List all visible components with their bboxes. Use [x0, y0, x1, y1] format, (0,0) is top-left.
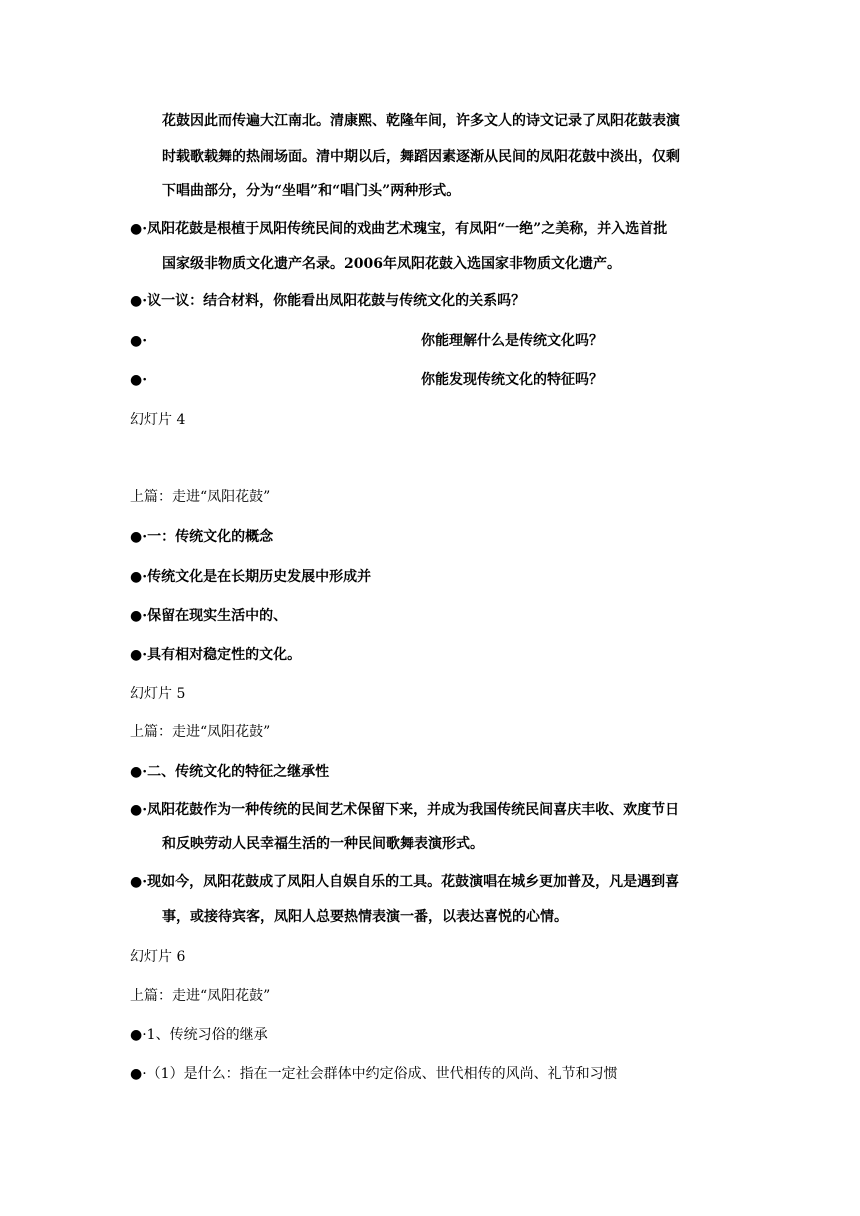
- bullet-text: 1、传统习俗的继承: [146, 1027, 268, 1043]
- bullet-icon: ●·: [130, 1066, 147, 1082]
- bullet-item: [130, 606, 287, 626]
- slide-heading: 上篇：走进“凤阳花鼓”: [130, 988, 271, 1004]
- bullet-text: 保留在现实生活中的、: [147, 608, 288, 624]
- bullet-icon: ●·: [130, 874, 148, 890]
- bullet-icon: ●·: [130, 221, 148, 237]
- bullet-item: [130, 872, 679, 892]
- bullet-item: [130, 331, 147, 351]
- bullet-icon: ●·: [130, 764, 148, 780]
- bullet-continuation: 国家级非物质文化遗产名录。2006年凤阳花鼓入选国家非物质文化遗产。: [162, 256, 621, 272]
- bullet-icon: ●·: [130, 647, 148, 663]
- bullet-item: [130, 219, 667, 239]
- bullet-item: [130, 370, 147, 390]
- bullet-item: [130, 645, 301, 665]
- bullet-icon: ●·: [130, 1027, 147, 1043]
- bullet-continuation: 和反映劳动人民幸福生活的一种民间歌舞表演形式。: [162, 836, 484, 852]
- bullet-item: [130, 762, 329, 782]
- paragraph-line: 下唱曲部分，分为“坐唱”和“唱门头”两种形式。: [162, 183, 461, 199]
- bullet-text: 你能理解什么是传统文化吗？: [421, 333, 603, 349]
- bullet-icon: ●·: [130, 608, 148, 624]
- bullet-item: [130, 527, 273, 547]
- slide-label: 幻灯片 4: [130, 412, 186, 428]
- bullet-icon: ●·: [130, 372, 148, 388]
- slide-heading: 上篇：走进“凤阳花鼓”: [130, 724, 271, 740]
- bullet-text: 凤阳花鼓作为一种传统的民间艺术保留下来，并成为我国传统民间喜庆丰收、欢度节日: [147, 802, 680, 818]
- bullet-text: （1）是什么：指在一定社会群体中约定俗成、世代相传的风尚、礼节和习惯: [146, 1066, 618, 1082]
- slide-label: 幻灯片 6: [130, 949, 186, 965]
- bullet-text: 现如今，凤阳花鼓成了凤阳人自娱自乐的工具。花鼓演唱在城乡更加普及，凡是遇到喜: [147, 874, 680, 890]
- paragraph-line: 时载歌载舞的热闹场面。清中期以后，舞蹈因素逐渐从民间的凤阳花鼓中淡出，仅剩: [162, 149, 680, 165]
- bullet-text: 凤阳花鼓是根植于凤阳传统民间的戏曲艺术瑰宝，有凤阳“一绝”之美称，并入选首批: [147, 221, 668, 237]
- bullet-item: [130, 567, 371, 587]
- paragraph-line: 花鼓因此而传遍大江南北。清康熙、乾隆年间，许多文人的诗文记录了凤阳花鼓表演: [162, 113, 680, 129]
- bullet-icon: ●·: [130, 569, 148, 585]
- bullet-text: 议一议：结合材料，你能看出凤阳花鼓与传统文化的关系吗？: [147, 293, 526, 309]
- bullet-text: 具有相对稳定性的文化。: [147, 647, 302, 663]
- bullet-continuation: 事，或接待宾客，凤阳人总要热情表演一番，以表达喜悦的心情。: [162, 909, 568, 925]
- bullet-icon: ●·: [130, 802, 148, 818]
- bullet-text: 一：传统文化的概念: [147, 529, 274, 545]
- bullet-icon: ●·: [130, 333, 148, 349]
- bullet-text: 你能发现传统文化的特征吗？: [421, 372, 603, 388]
- slide-label: 幻灯片 5: [130, 686, 186, 702]
- bullet-icon: ●·: [130, 293, 148, 309]
- bullet-text: 二、传统文化的特征之继承性: [147, 764, 330, 780]
- bullet-item: [130, 1064, 618, 1084]
- bullet-item: [130, 1025, 268, 1045]
- bullet-item: [130, 800, 679, 820]
- bullet-icon: ●·: [130, 529, 148, 545]
- bullet-item: [130, 291, 525, 311]
- bullet-text: 传统文化是在长期历史发展中形成并: [147, 569, 372, 585]
- slide-heading: 上篇：走进“凤阳花鼓”: [130, 489, 271, 505]
